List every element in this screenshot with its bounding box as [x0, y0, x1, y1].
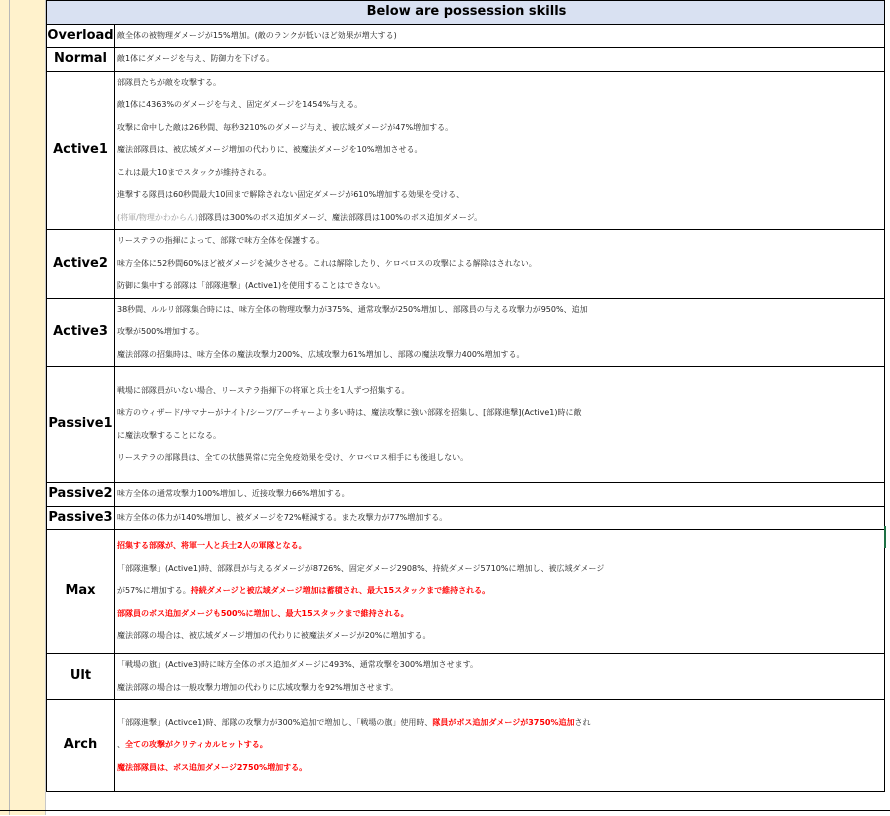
- description-line: [117, 654, 884, 677]
- description-line: [117, 483, 884, 506]
- skill-description[interactable]: [115, 367, 885, 483]
- description-line: [117, 734, 884, 757]
- description-line: [117, 230, 884, 253]
- skill-label[interactable]: Arch: [47, 700, 115, 792]
- description-line: [117, 321, 884, 344]
- description-line: [117, 162, 884, 185]
- skill-row: [47, 24, 885, 48]
- body-text: 「戦場の旗」(Active3)時に味方全体のボス追加ダメージに493%、通常攻撃を300%増加させます。: [117, 660, 479, 669]
- body-text: 部隊員たちが敵を攻撃する。: [117, 77, 221, 87]
- highlight-text: 隊員がボス追加ダメージが3750%追加: [432, 717, 575, 727]
- skill-label[interactable]: Active3: [47, 298, 115, 367]
- skill-description[interactable]: [115, 483, 885, 507]
- description-line: [117, 117, 884, 140]
- skill-row: [47, 298, 885, 367]
- skill-row: [47, 367, 885, 483]
- description-line: [117, 712, 884, 735]
- skill-row: [47, 700, 885, 792]
- skill-description[interactable]: [115, 506, 885, 530]
- description-line: [117, 275, 884, 298]
- body-text: 「部隊進撃」(Active1)時、部隊員が与えるダメージが8726%、固定ダメージ2908%、持続ダメージ5710%に増加し、被広域ダメージ: [117, 563, 605, 573]
- body-text: 防御に集中する部隊は「部隊進撃」(Active1)を使用することはできない。: [117, 281, 386, 290]
- description-line: [117, 558, 884, 581]
- body-text: 戦場に部隊員がいない場合、リーステラ指揮下の将軍と兵士を1人ずつ招集する。: [117, 385, 410, 395]
- skill-label[interactable]: Active2: [47, 230, 115, 299]
- skill-row: [47, 483, 885, 507]
- highlight-text: 部隊員のボス追加ダメージも500%に増加し、最大15スタックまで維持される。: [117, 608, 409, 618]
- highlight-text: 全ての攻撃がクリティカルヒットする。: [125, 740, 268, 750]
- description-line: [117, 25, 884, 48]
- highlight-text: 持続ダメージと被広域ダメージ増加は蓄積され、最大15スタックまで維持される。: [190, 586, 491, 596]
- skill-description[interactable]: [115, 24, 885, 48]
- body-text: 味方全体の通常攻撃力100%増加し、近接攻撃力66%増加する。: [117, 489, 350, 498]
- description-line: [117, 299, 884, 322]
- description-line: [117, 447, 884, 470]
- skill-description[interactable]: [115, 48, 885, 72]
- skill-label[interactable]: Passive3: [47, 506, 115, 530]
- body-text: リーステラの部隊員は、全ての状態異常に完全免疫効果を受け、ケロベロス相手にも後退しない。: [117, 453, 469, 462]
- description-line: [117, 625, 884, 648]
- description-line: [117, 507, 884, 530]
- body-text: 進撃する隊員は60秒間最大10回まで解除されない固定ダメージが610%増加する効果を受ける、: [117, 190, 465, 199]
- body-text: 魔法部隊の場合は一般攻撃力増加の代わりに広域攻撃力を92%増加させます。: [117, 682, 399, 692]
- body-text: リーステラの指揮によって、部隊で味方全体を保護する。: [117, 236, 325, 245]
- skill-label[interactable]: Overload: [47, 24, 115, 48]
- spreadsheet-column-a: [10, 0, 46, 815]
- skill-description[interactable]: [115, 298, 885, 367]
- description-line: [117, 757, 884, 780]
- description-line: [117, 677, 884, 700]
- description-line: [117, 344, 884, 367]
- body-text: 魔法部隊員は、被広域ダメージ増加の代わりに、被魔法ダメージを10%増加させる。: [117, 145, 423, 154]
- body-text: 、: [117, 740, 125, 750]
- body-text: 攻撃が500%増加する。: [117, 327, 204, 336]
- body-text: 敵1体にダメージを与え、防御力を下げる。: [117, 54, 275, 63]
- description-line: [117, 184, 884, 207]
- description-line: [117, 402, 884, 425]
- body-text: 魔法部隊の招集時は、味方全体の魔法攻撃力200%、広域攻撃力61%増加し、部隊の魔法攻撃力400%増加する。: [117, 349, 525, 359]
- sheet-bottom-gridline: [0, 810, 890, 816]
- note-text: (将軍/物理かわからん): [117, 212, 198, 222]
- description-line: [117, 425, 884, 448]
- highlight-text: 招集する部隊が、将軍一人と兵士2人の軍隊となる。: [117, 541, 307, 551]
- description-line: [117, 253, 884, 276]
- skill-label[interactable]: Max: [47, 530, 115, 654]
- body-text: され: [574, 717, 591, 727]
- body-text: が57%に増加する。: [117, 586, 191, 596]
- skill-label[interactable]: Active1: [47, 71, 115, 230]
- skill-description[interactable]: [115, 230, 885, 299]
- skill-description[interactable]: [115, 530, 885, 654]
- body-text: 敵1体に4363%のダメージを与え、固定ダメージを1454%与える。: [117, 100, 363, 109]
- skill-label[interactable]: Ult: [47, 654, 115, 700]
- sheet-margin: [0, 0, 10, 815]
- body-text: に魔法攻撃することになる。: [117, 430, 221, 440]
- skill-row: [47, 506, 885, 530]
- body-text: 38秒間、ルルリ部隊集合時には、味方全体の物理攻撃力が375%、通常攻撃が250%増加し、部隊員の与える攻撃力が950%、追加: [117, 304, 588, 314]
- body-text: 敵全体の被物理ダメージが15%増加。(敵のランクが低いほど効果が増大する): [117, 30, 397, 40]
- skill-row: [47, 654, 885, 700]
- skill-label[interactable]: Normal: [47, 48, 115, 72]
- description-line: [117, 72, 884, 95]
- skill-row: [47, 71, 885, 230]
- header-row: [47, 1, 885, 25]
- description-line: [117, 580, 884, 603]
- skills-table: [46, 0, 885, 792]
- description-line: [117, 94, 884, 117]
- description-line: [117, 139, 884, 162]
- table-header[interactable]: Below are possession skills: [47, 1, 885, 25]
- body-text: 「部隊進撃」(Activce1)時、部隊の攻撃力が300%追加で増加し、「戦場の旗」使用時、: [117, 717, 433, 727]
- description-line: [117, 207, 884, 230]
- skill-row: [47, 48, 885, 72]
- skill-description[interactable]: [115, 654, 885, 700]
- body-text: 味方全体の体力が140%増加し、被ダメージを72%軽減する。また攻撃力が77%増加する。: [117, 512, 448, 522]
- skill-row: [47, 230, 885, 299]
- body-text: 味方のウィザード/サマナーがナイト/シーフ/アーチャーより多い時は、魔法攻撃に強い部隊を招集し、[部隊進撃](Active1)時に敵: [117, 408, 582, 417]
- body-text: これは最大10までスタックが維持される。: [117, 167, 272, 177]
- description-line: [117, 603, 884, 626]
- description-line: [117, 535, 884, 558]
- skill-description[interactable]: [115, 71, 885, 230]
- description-line: [117, 380, 884, 403]
- cell-selection-edge: [884, 526, 888, 548]
- body-text: 味方全体に52秒間60%ほど被ダメージを減少させる。これは解除したり、ケロベロスの攻撃による解除はされない。: [117, 258, 537, 268]
- skill-label[interactable]: Passive2: [47, 483, 115, 507]
- skill-row: [47, 530, 885, 654]
- body-text: 魔法部隊の場合は、被広域ダメージ増加の代わりに被魔法ダメージが20%に増加する。: [117, 631, 431, 641]
- body-text: 攻撃に命中した敵は26秒間、毎秒3210%のダメージ与え、被広域ダメージが47%増加する。: [117, 122, 454, 132]
- highlight-text: 魔法部隊員は、ボス追加ダメージ2750%増加する。: [117, 762, 308, 772]
- skill-description[interactable]: [115, 700, 885, 792]
- skill-label[interactable]: Passive1: [47, 367, 115, 483]
- description-line: [117, 48, 884, 71]
- body-text: 部隊員は300%のボス追加ダメージ、魔法部隊員は100%のボス追加ダメージ。: [197, 212, 483, 222]
